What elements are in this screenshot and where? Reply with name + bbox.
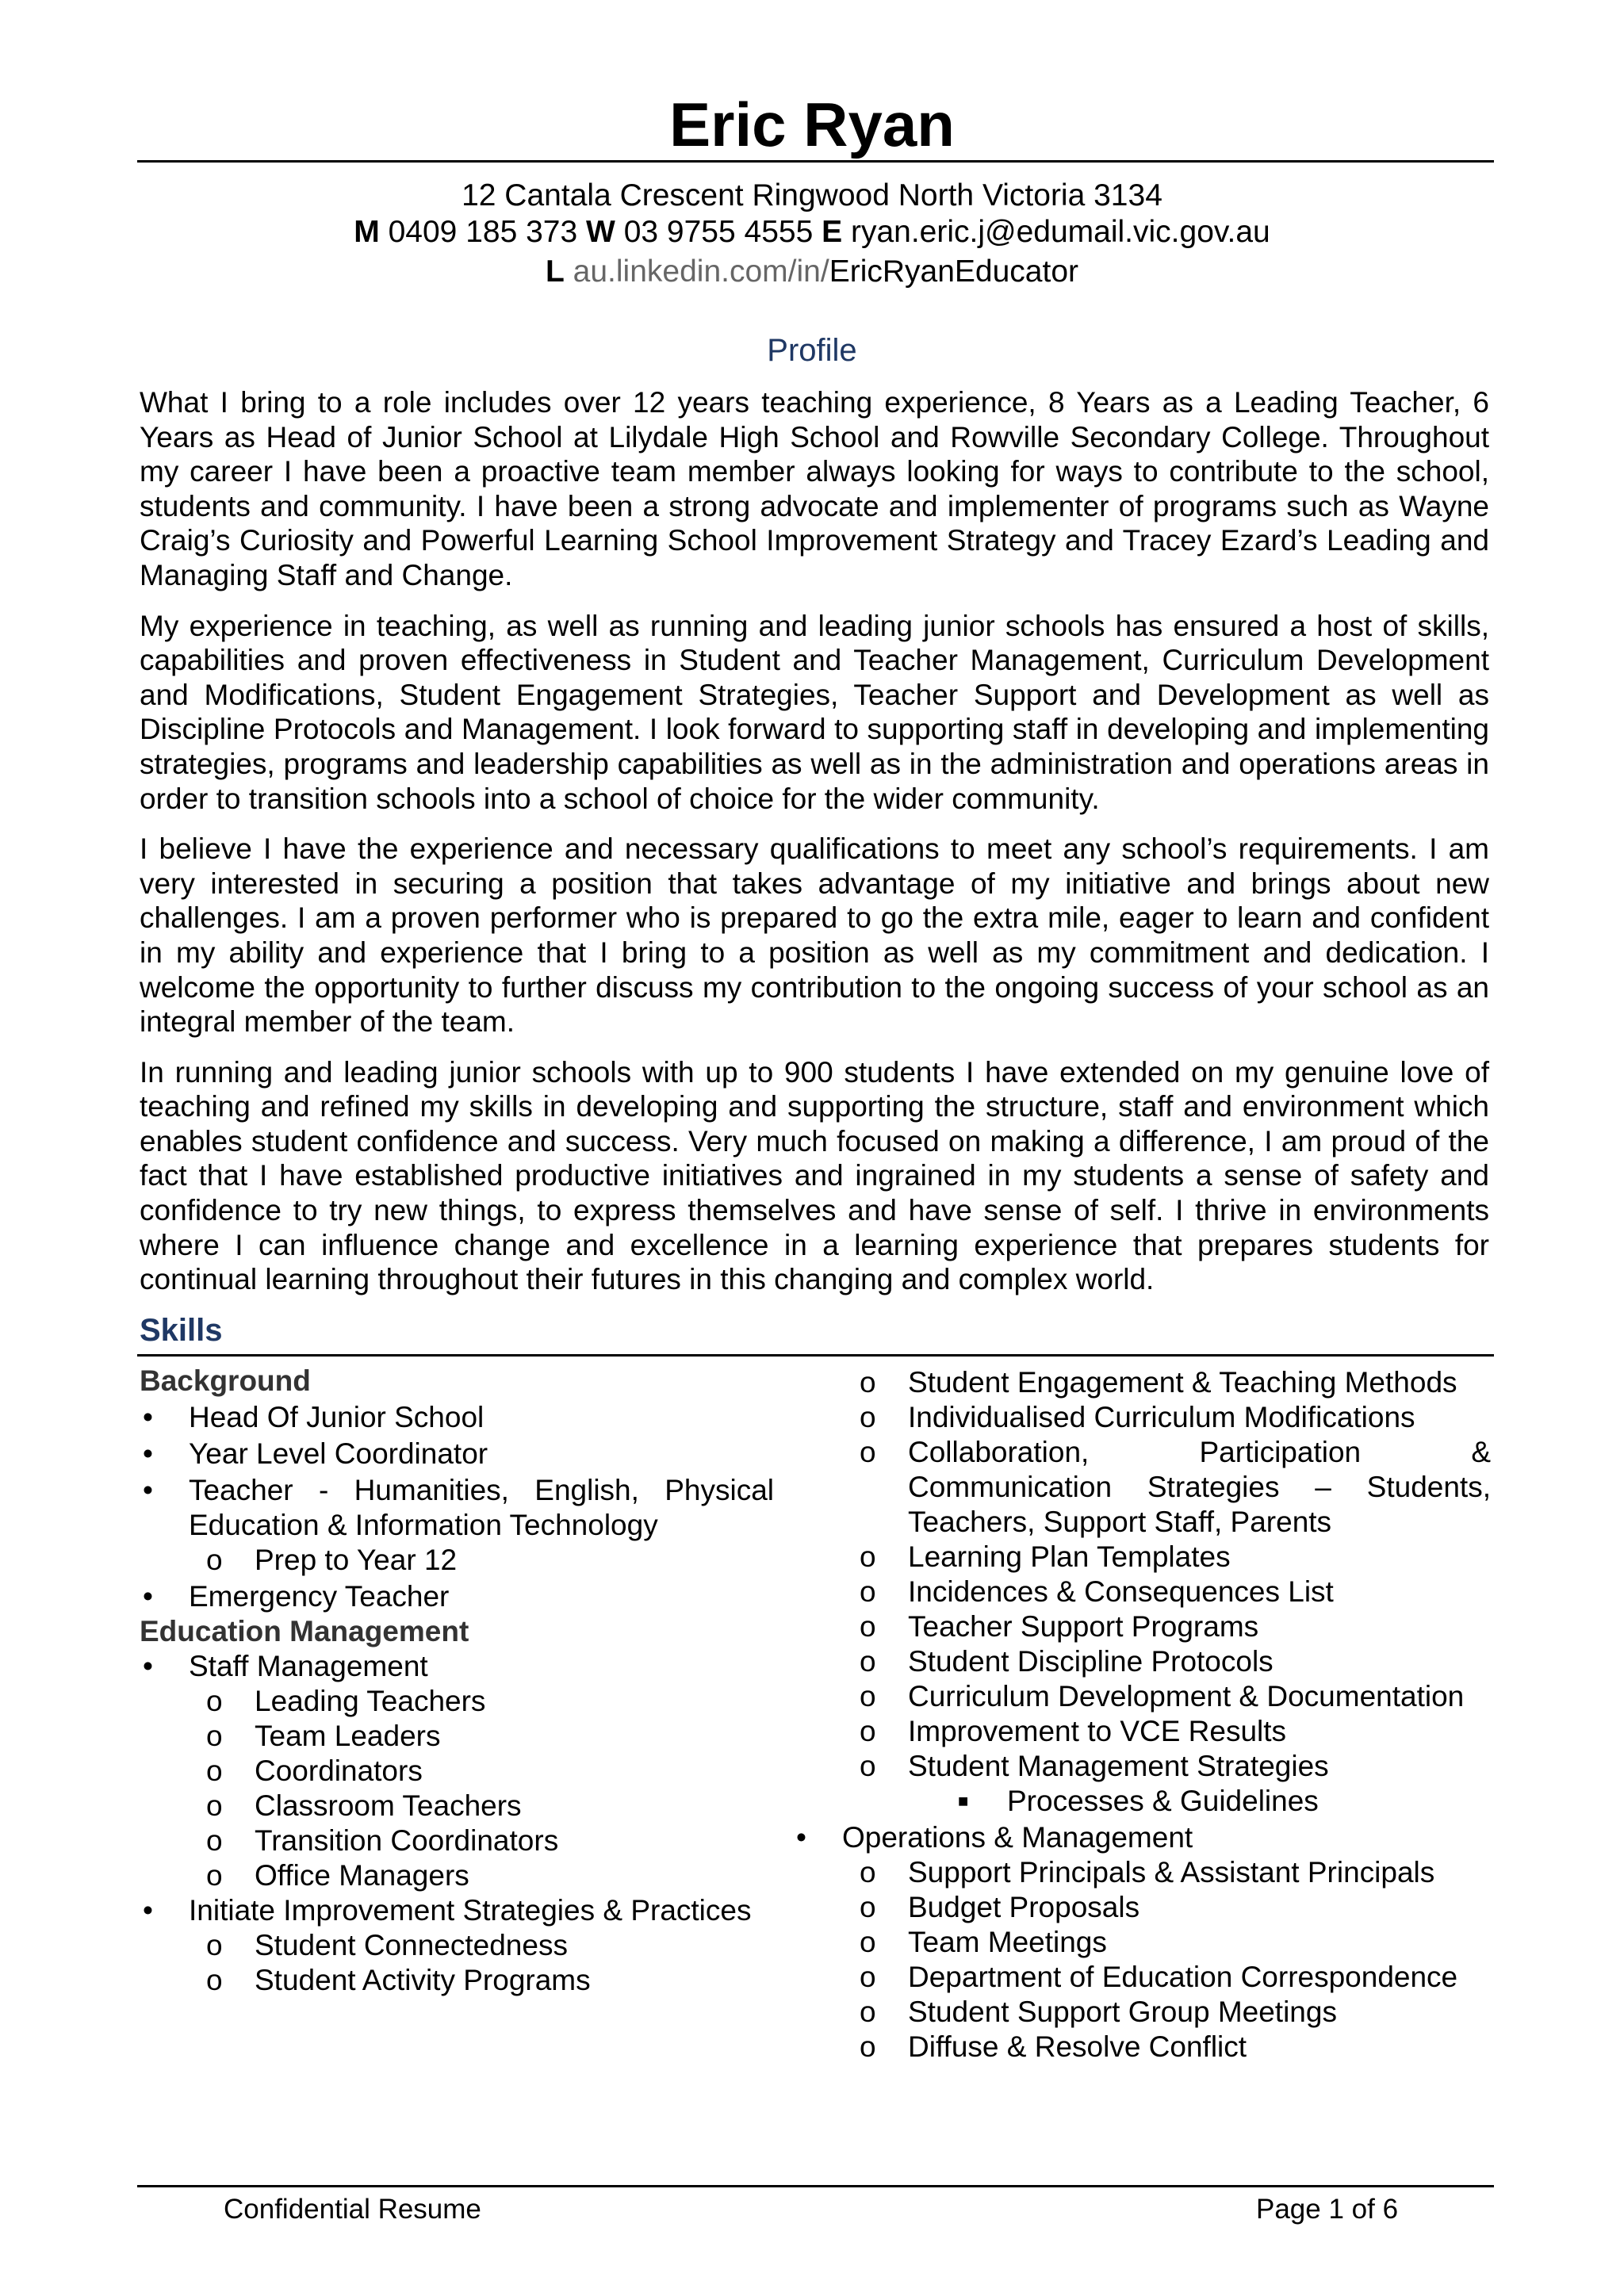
- circle-bullet-icon: o: [206, 1789, 223, 1822]
- profile-heading: Profile: [767, 333, 857, 368]
- list-item-text: Diffuse & Resolve Conflict: [908, 2030, 1247, 2063]
- list-item: [793, 1890, 1491, 1925]
- circle-bullet-icon: o: [206, 1755, 223, 1787]
- list-item-text: Initiate Improvement Strategies & Practices: [189, 1894, 752, 1927]
- list-item-text: Support Principals & Assistant Principals: [908, 1856, 1435, 1888]
- list-item-text: Student Support Group Meetings: [908, 1996, 1337, 2028]
- list-item-text: Improvement to VCE Results: [908, 1715, 1287, 1747]
- bullet-icon: •: [143, 1650, 153, 1682]
- list-item: [140, 1858, 774, 1893]
- list-item: [140, 1684, 774, 1719]
- list-item: [793, 1784, 1491, 1819]
- list-item-text: Emergency Teacher: [189, 1580, 450, 1613]
- circle-bullet-icon: o: [860, 1715, 876, 1747]
- footer-page-number: Page 1 of 6: [1256, 2194, 1399, 2225]
- list-item: [793, 1679, 1491, 1714]
- list-item-text: Teacher - Humanities, English, Physical Education & Information Technology: [189, 1474, 774, 1541]
- list-item: [793, 1609, 1491, 1644]
- list-item-text: Processes & Guidelines: [1007, 1785, 1319, 1817]
- circle-bullet-icon: o: [206, 1720, 223, 1752]
- linkedin-line: [0, 254, 1624, 290]
- bullet-icon: •: [143, 1580, 153, 1613]
- list-item-text: Student Discipline Protocols: [908, 1645, 1274, 1678]
- circle-bullet-icon: o: [206, 1929, 223, 1961]
- bullet-icon: •: [143, 1894, 153, 1927]
- footer-rule: [137, 2185, 1494, 2187]
- circle-bullet-icon: o: [206, 1544, 223, 1576]
- list-item-text: Operations & Management: [842, 1821, 1193, 1854]
- list-item: [793, 1575, 1491, 1609]
- list-item: [793, 1960, 1491, 1995]
- list-item: [793, 2030, 1491, 2064]
- mobile-number: 0409 185 373: [388, 215, 578, 249]
- linkedin-prefix: au.linkedin.com/in/: [573, 254, 829, 289]
- list-item: [140, 1893, 774, 1928]
- candidate-name: Eric Ryan: [669, 90, 955, 159]
- initiate-continued-list: [793, 1365, 1491, 2064]
- background-list: [140, 1400, 774, 1614]
- circle-bullet-icon: o: [860, 1610, 876, 1643]
- list-item-text: Team Meetings: [908, 1926, 1107, 1958]
- list-item: [793, 1400, 1491, 1435]
- email-address: ryan.eric.j@edumail.vic.gov.au: [850, 215, 1270, 249]
- list-item-text: Transition Coordinators: [255, 1824, 559, 1857]
- profile-section: [140, 385, 1489, 1313]
- circle-bullet-icon: o: [860, 1575, 876, 1608]
- bullet-icon: •: [796, 1821, 806, 1854]
- background-heading: Background: [140, 1364, 311, 1397]
- mobile-label: M: [354, 215, 380, 249]
- work-number: 03 9755 4555: [623, 215, 814, 249]
- circle-bullet-icon: o: [860, 1996, 876, 2028]
- skills-left-column: [140, 1364, 774, 1998]
- list-item: [793, 1749, 1491, 1784]
- list-item: [140, 1437, 774, 1471]
- list-item-text: Student Engagement & Teaching Methods: [908, 1366, 1457, 1399]
- profile-paragraph: In running and leading junior schools with up to 900 students I have extended on my genuine love of teaching and refined my skills in developing and supporting the structure, staff and environment which enables student confidence and success. Very much focused on making a difference, I am proud of the fact that I have established productive initiatives and ingrained in my students a sense of safety and confidence to try new things, to express themselves and have sense of self. I thrive in environments where I can influence change and excellence in a learning experience that prepares students for continual learning throughout their futures in this changing and complex world.: [140, 1055, 1489, 1296]
- header-rule: [137, 160, 1494, 163]
- education-management-heading: Education Management: [140, 1615, 469, 1647]
- list-item: [140, 1719, 774, 1754]
- list-item: [140, 1963, 774, 1998]
- circle-bullet-icon: o: [860, 1680, 876, 1712]
- list-item-text: Student Management Strategies: [908, 1750, 1329, 1782]
- list-item-text: Office Managers: [255, 1859, 469, 1892]
- linkedin-handle: EricRyanEducator: [829, 254, 1078, 289]
- list-item-text: Curriculum Development & Documentation: [908, 1680, 1465, 1712]
- list-item: [140, 1579, 774, 1614]
- list-item: [140, 1473, 774, 1543]
- work-label: W: [586, 215, 615, 249]
- bullet-icon: •: [143, 1474, 153, 1506]
- bullet-icon: •: [143, 1401, 153, 1433]
- profile-paragraph: What I bring to a role includes over 12 years teaching experience, 8 Years as a Leading Teacher, 6 Years as Head of Junior School at Lilydale High School and Rowville Secondary College. Throughout my career I have been a proactive team member always looking for ways to contribute to the school, students and community. I have been a strong advocate and implementer of programs such as Wayne Craig’s Curiosity and Powerful Learning School Improvement Strategy and Tracey Ezard’s Leading and Managing Staff and Change.: [140, 386, 1489, 591]
- bullet-icon: •: [143, 1437, 153, 1470]
- list-item-text: Student Connectedness: [255, 1929, 568, 1961]
- list-item-text: Learning Plan Templates: [908, 1540, 1231, 1573]
- profile-paragraph: My experience in teaching, as well as running and leading junior schools has ensured a host of skills, capabilities and proven effectiveness in Student and Teacher Management, Curriculum Development and Modifications, Student Engagement Strategies, Teacher Support and Development as well as Discipline Protocols and Management. I look forward to supporting staff in developing and implementing strategies, programs and leadership capabilities as well as in the administration and operations areas in order to transition schools into a school of choice for the wider community.: [140, 609, 1489, 815]
- skills-heading: Skills: [140, 1313, 223, 1348]
- list-item-text: Prep to Year 12: [255, 1544, 458, 1576]
- list-item: [793, 1925, 1491, 1960]
- skills-right-column: [793, 1365, 1491, 2064]
- list-item-text: Leading Teachers: [255, 1685, 486, 1717]
- circle-bullet-icon: o: [860, 2030, 876, 2063]
- list-item-text: Student Activity Programs: [255, 1964, 591, 1996]
- list-item: [793, 1855, 1491, 1890]
- list-item: [793, 1540, 1491, 1575]
- linkedin-label: L: [546, 254, 565, 289]
- list-item: [793, 1714, 1491, 1749]
- circle-bullet-icon: o: [860, 1750, 876, 1782]
- list-item: [140, 1789, 774, 1823]
- circle-bullet-icon: o: [206, 1859, 223, 1892]
- circle-bullet-icon: o: [860, 1645, 876, 1678]
- circle-bullet-icon: o: [860, 1366, 876, 1399]
- list-item: [140, 1543, 774, 1578]
- list-item: [140, 1823, 774, 1858]
- list-item-text: Collaboration, Participation & Communication Strategies – Students, Teachers, Support Staff, Parents: [908, 1436, 1491, 1538]
- list-item-text: Team Leaders: [255, 1720, 441, 1752]
- list-item-text: Department of Education Correspondence: [908, 1961, 1458, 1993]
- circle-bullet-icon: o: [860, 1856, 876, 1888]
- list-item-text: Classroom Teachers: [255, 1789, 522, 1822]
- circle-bullet-icon: o: [860, 1436, 876, 1468]
- list-item: [793, 1995, 1491, 2030]
- circle-bullet-icon: o: [206, 1824, 223, 1857]
- phone-email-line: [0, 214, 1624, 251]
- list-item-text: Budget Proposals: [908, 1891, 1140, 1923]
- list-item-text: Teacher Support Programs: [908, 1610, 1259, 1643]
- profile-paragraph: I believe I have the experience and necessary qualifications to meet any school’s requirements. I am very interested in securing a position that takes advantage of my initiative and brings about new challenges. I am a proven performer who is prepared to go the extra mile, eager to learn and confident in my ability and experience that I bring to a position as well as my commitment and dedication. I welcome the opportunity to further discuss my contribution to the ongoing success of your school as an integral member of the team.: [140, 832, 1489, 1039]
- list-item: [140, 1649, 774, 1684]
- list-item: [140, 1400, 774, 1435]
- address: 12 Cantala Crescent Ringwood North Victoria 3134: [462, 178, 1162, 212]
- list-item-text: Staff Management: [189, 1650, 428, 1682]
- list-item: [793, 1435, 1491, 1540]
- footer-confidential: Confidential Resume: [224, 2194, 481, 2225]
- circle-bullet-icon: o: [860, 1540, 876, 1573]
- square-bullet-icon: ■: [958, 1791, 969, 1811]
- list-item-text: Year Level Coordinator: [189, 1437, 488, 1470]
- circle-bullet-icon: o: [860, 1891, 876, 1923]
- list-item: [140, 1754, 774, 1789]
- list-item-text: Incidences & Consequences List: [908, 1575, 1334, 1608]
- list-item: [793, 1644, 1491, 1679]
- circle-bullet-icon: o: [206, 1685, 223, 1717]
- list-item-text: Individualised Curriculum Modifications: [908, 1401, 1415, 1433]
- list-item-text: Head Of Junior School: [189, 1401, 485, 1433]
- email-label: E: [822, 215, 843, 249]
- skills-rule: [137, 1354, 1494, 1357]
- circle-bullet-icon: o: [860, 1401, 876, 1433]
- circle-bullet-icon: o: [860, 1961, 876, 1993]
- list-item-text: Coordinators: [255, 1755, 423, 1787]
- list-item: [793, 1820, 1491, 1855]
- circle-bullet-icon: o: [860, 1926, 876, 1958]
- management-list: [140, 1649, 774, 1998]
- list-item: [793, 1365, 1491, 1400]
- circle-bullet-icon: o: [206, 1964, 223, 1996]
- list-item: [140, 1928, 774, 1963]
